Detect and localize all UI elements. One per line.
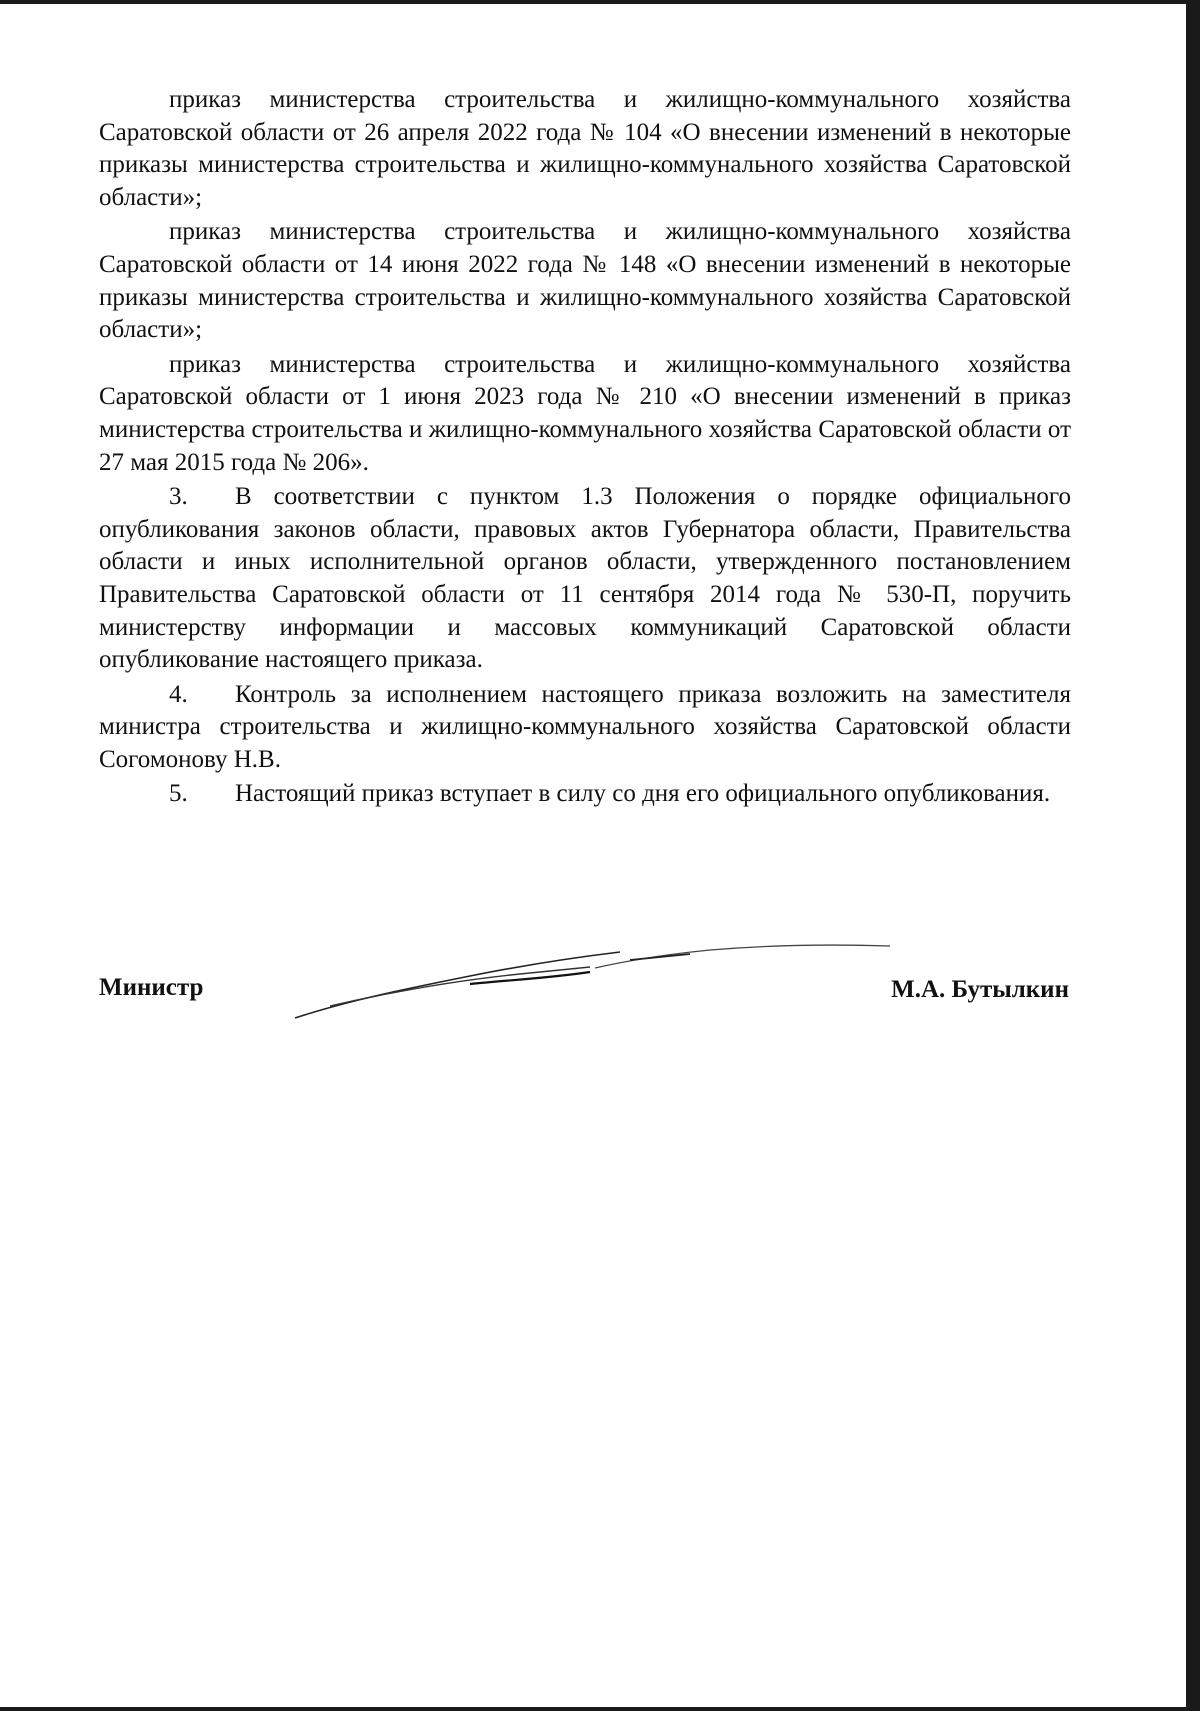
item-number: 5. (169, 780, 188, 808)
scan-border-bottom (0, 1707, 1200, 1711)
order-paragraph: приказ министерства строительства и жилищно-коммунального хозяйства Саратовской области от 26 апреля 2022 года № 104 «О внесении изменений в некоторые приказы министерства строительства и жилищно-коммунального хозяйства Саратовской области»; (99, 86, 1071, 211)
item-text: В соответствии с пунктом 1.3 Положения о порядке официального опубликования законов области, правовых актов Губернатора области, Правительства области и иных исполнительной органов области, утвержденного постановлением Правительства Саратовской области от 11 сентября 2014 года № 530-П, поручить министерству информации и массовых коммуникаций Саратовской области опубликование настоящего приказа. (99, 483, 1071, 674)
scan-border-top (0, 0, 1200, 4)
numbered-item-4 (99, 679, 1071, 777)
item-text: Настоящий приказ вступает в силу со дня его официального опубликования. (235, 780, 1051, 808)
signatory-title: Министр (99, 974, 204, 1001)
signature-row (99, 970, 1069, 1030)
numbered-item-5 (99, 778, 1071, 811)
item-number: 4. (169, 680, 188, 708)
scan-border-right (1186, 0, 1200, 1711)
document-body (99, 84, 1071, 813)
signatory-name: М.А. Бутылкин (891, 976, 1069, 1003)
item-text: Контроль за исполнением настоящего приказа возложить на заместителя министра строительства и жилищно-коммунального хозяйства Саратовской области Согомонову Н.В. (99, 680, 1071, 773)
order-paragraph: приказ министерства строительства и жилищно-коммунального хозяйства Саратовской области от 1 июня 2023 года № 210 «О внесении изменений в приказ министерства строительства и жилищно-коммунального хозяйства Саратовской области от 27 мая 2015 года № 206». (99, 350, 1071, 476)
item-number: 3. (169, 483, 188, 511)
numbered-item-3 (99, 481, 1071, 677)
order-paragraph: приказ министерства строительства и жилищно-коммунального хозяйства Саратовской области от 14 июня 2022 года № 148 «О внесении изменений в некоторые приказы министерства строительства и жилищно-коммунального хозяйства Саратовской области»; (99, 218, 1071, 344)
